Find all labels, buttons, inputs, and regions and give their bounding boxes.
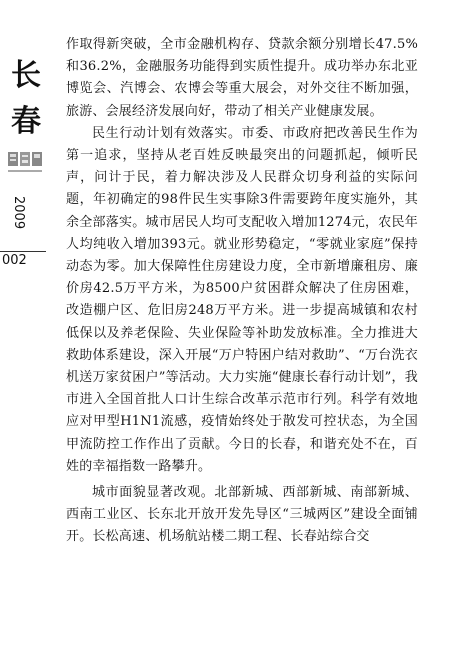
paragraph-2: 民生行动计划有效落实。市委、市政府把改善民生作为第一追求，坚持从老百姓反映最突出的问题抓起，倾听民声，问计于民，着力解决涉及人民群众切身利益的实际问题，年初确定的98件民生实事除3件需要跨年度实施外，其余全部落实。城市居民人均可支配收入增加1274元，农民年人均纯收入增加393元。就业形势稳定，“零就业家庭”保持动态为零。加大保障性住房建设力度，全市新增廉租房、廉价房42.5万平方米，为8500户贫困群众解决了住房困难，改造棚户区、危旧房248万平方米。进一步提高城镇和农村低保以及养老保险、失业保险等补助发放标准。全力推进大救助体系建设，深入开展“万户特困户结对救助”、“万台洗衣机送万家贫困户”等活动。大力实施“健康长春行动计划”，我市进入全国首批人口计生综合改革示范市行列。科学有效地应对甲型H1N1流感，疫情始终处于散发可控状态，为全国甲流防控工作作出了贡献。今日的长春，和谐充处不在，百姓的幸福指数一路攀升。 [66,125,418,474]
margin-year: 2009 [11,196,26,230]
margin-title-char-2: 春 [11,104,41,139]
margin-column [0,0,52,656]
page-number: 002 [2,253,27,268]
paragraph-1: 作取得新突破，全市金融机构存、贷款余额分别增长47.5%和36.2%，金融服务功能得到实质性提升。成功举办东北亚博览会、汽博会、农博会等重大展会，对外交往不断加强，旅游、会展经济发展向好，带动了相关产业健康发展。 [66,37,418,119]
margin-rule [0,251,46,252]
margin-title-char-1: 长 [11,58,41,93]
body-text [66,34,418,549]
seal-ornament [6,150,44,186]
paragraph-3: 城市面貌显著改观。北部新城、西部新城、南部新城、西南工业区、长东北开放开发先导区“三城两区”建设全面铺开。长松高速、机场航站楼二期工程、长春站综合交 [66,485,418,545]
